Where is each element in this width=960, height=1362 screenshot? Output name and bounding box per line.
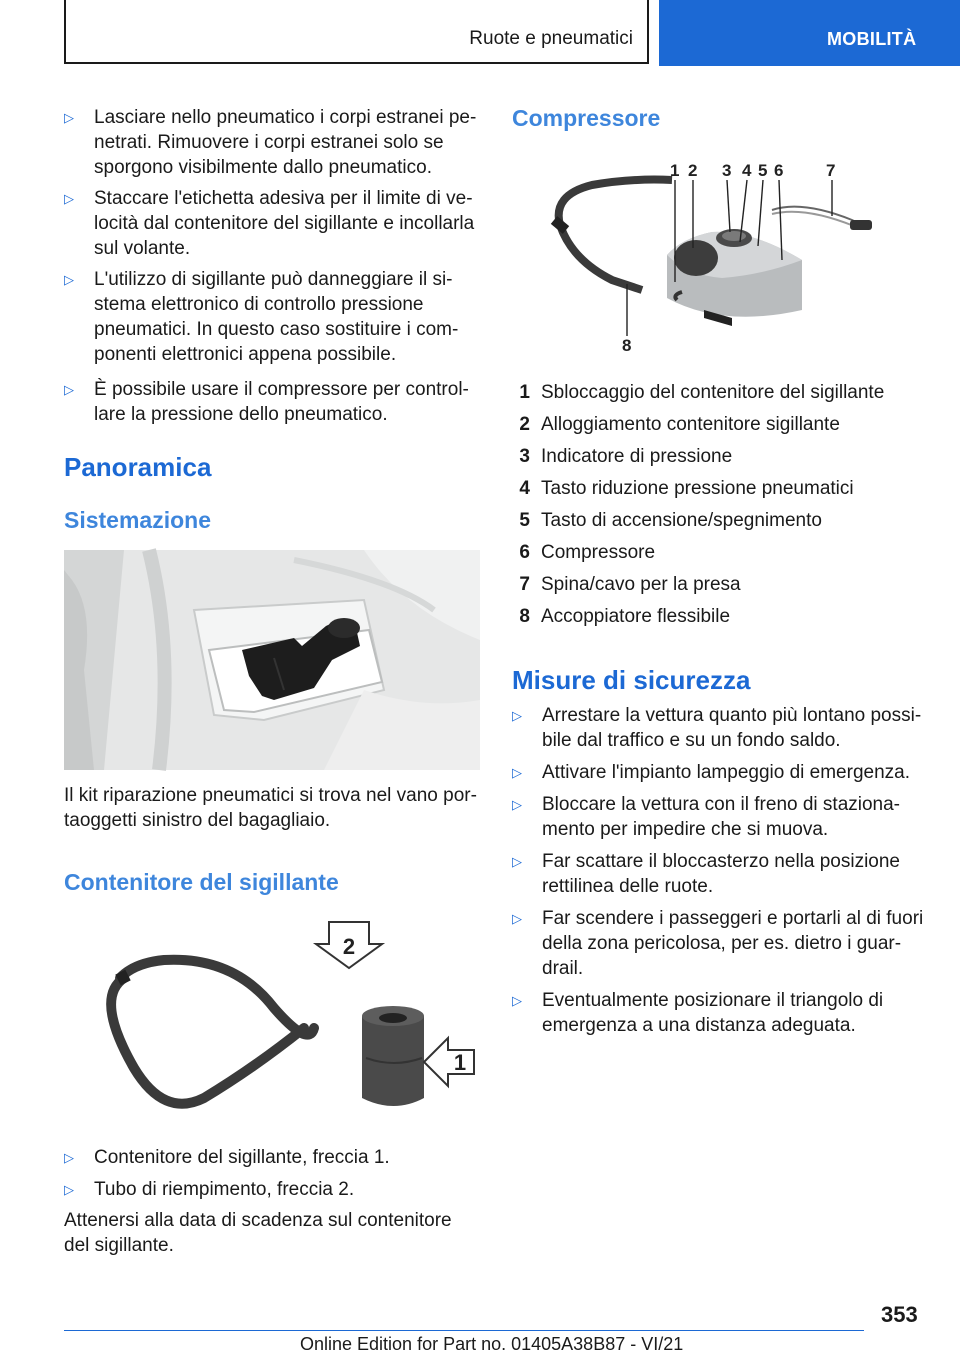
legend-text: Spina/cavo per la presa	[541, 574, 741, 595]
legend-text: Tasto di accensione/spegnimento	[541, 510, 822, 531]
bullet-item	[512, 760, 928, 785]
legend-number: 5	[519, 510, 530, 531]
legend-row	[512, 604, 928, 629]
bullet-text: Far scattare il bloccasterzo nella posizione rettilinea delle ruote.	[542, 851, 901, 897]
legend-row	[512, 540, 928, 565]
figure-label-2: 2	[342, 934, 356, 959]
triangle-right-icon: ▷	[64, 110, 74, 125]
compressor-label-2: 2	[688, 161, 698, 180]
legend-row	[512, 412, 928, 437]
bullet-text: Far scendere i passeggeri e portarli al di fuori della zona pericolosa, per es. dietro i guar- drail.	[542, 908, 924, 979]
triangle-right-icon: ▷	[64, 191, 74, 206]
chapter-tab-label: MOBILITÀ	[827, 29, 917, 49]
sealant-note: Attenersi alla data di scadenza sul contenitore del sigillante.	[64, 1210, 452, 1256]
legend-text: Indicatore di pressione	[541, 446, 733, 467]
bullet-item	[64, 1177, 480, 1202]
footer-divider	[64, 1330, 864, 1331]
bullet-item	[512, 906, 928, 981]
bullet-item	[512, 849, 928, 899]
bullet-text: Arrestare la vettura quanto più lontano possi- bile dal traffico e su un fondo saldo.	[542, 705, 922, 751]
bullet-text: Bloccare la vettura con il freno di staziona- mento per impedire che si muova.	[542, 794, 901, 840]
bullet-item	[64, 186, 480, 261]
legend-number: 3	[519, 446, 530, 467]
compressor-label-5: 5	[758, 161, 768, 180]
legend-number: 1	[519, 382, 530, 403]
bullet-item	[64, 267, 480, 367]
bullet-text: Staccare l'etichetta adesiva per il limite di ve- locità dal contenitore del sigillante e incollarla sul volante.	[94, 188, 475, 259]
triangle-right-icon: ▷	[512, 708, 522, 723]
bullet-text: L'utilizzo di sigillante può danneggiare il si- stema elettronico di controllo pressione pneumatici. In questo caso sostituire i com- ponenti elettronici appena possibile.	[94, 269, 459, 365]
compressor-label-8: 8	[622, 336, 632, 355]
compressor-figure	[532, 150, 872, 360]
compressor-label-4: 4	[742, 161, 752, 180]
edition-text: Online Edition for Part no. 01405A38B87 - VI/21	[300, 1334, 684, 1354]
triangle-right-icon: ▷	[512, 854, 522, 869]
bullet-item	[64, 377, 480, 427]
legend-number: 6	[519, 542, 530, 563]
header-section-box	[64, 0, 649, 64]
bullet-item	[512, 988, 928, 1038]
bullet-item	[512, 703, 928, 753]
triangle-right-icon: ▷	[512, 797, 522, 812]
legend-row	[512, 508, 928, 533]
compressor-label-3: 3	[722, 161, 732, 180]
figure-label-1: 1	[453, 1050, 467, 1075]
legend-row	[512, 572, 928, 597]
legend-number: 2	[519, 414, 530, 435]
heading-sealant-container: Contenitore del sigillante	[64, 869, 339, 895]
legend-text: Compressore	[541, 542, 656, 563]
bullet-item	[512, 792, 928, 842]
heading-safety: Misure di sicurezza	[512, 665, 751, 695]
chapter-tab[interactable]	[659, 0, 960, 66]
legend-row	[512, 444, 928, 469]
compressor-label-7: 7	[826, 161, 836, 180]
triangle-right-icon: ▷	[64, 1182, 74, 1197]
bullet-item	[64, 1145, 480, 1170]
trunk-compartment-photo	[64, 550, 480, 770]
bullet-text: Lasciare nello pneumatico i corpi estranei pe- netrati. Rimuovere i corpi estranei solo se sporgono visibilmente dallo pneumatico.	[94, 107, 477, 178]
legend-number: 8	[519, 606, 530, 627]
section-title: Ruote e pneumatici	[469, 28, 633, 49]
triangle-right-icon: ▷	[64, 1150, 74, 1165]
bullet-text: Attivare l'impianto lampeggio di emergenza.	[542, 762, 910, 783]
bullet-text: Tubo di riempimento, freccia 2.	[94, 1179, 355, 1200]
bullet-text: È possibile usare il compressore per control- lare la pressione dello pneumatico.	[94, 379, 469, 425]
legend-number: 4	[519, 478, 530, 499]
heading-overview: Panoramica	[64, 452, 212, 482]
compressor-label-1: 1	[670, 161, 680, 180]
heading-placement: Sistemazione	[64, 507, 211, 533]
triangle-right-icon: ▷	[64, 272, 74, 287]
bullet-text: Contenitore del sigillante, freccia 1.	[94, 1147, 390, 1168]
legend-row	[512, 476, 928, 501]
sealant-container-figure	[104, 918, 467, 1128]
legend-text: Sbloccaggio del contenitore del sigillante	[541, 382, 885, 403]
legend-text: Accoppiatore flessibile	[541, 606, 731, 627]
triangle-right-icon: ▷	[64, 382, 74, 397]
placement-text: Il kit riparazione pneumatici si trova nel vano por- taoggetti sinistro del bagagliaio.	[64, 785, 477, 831]
legend-text: Alloggiamento contenitore sigillante	[541, 414, 840, 435]
heading-compressor: Compressore	[512, 105, 661, 131]
triangle-right-icon: ▷	[512, 765, 522, 780]
legend-text: Tasto riduzione pressione pneumatici	[541, 478, 854, 499]
page-number: 353	[881, 1302, 918, 1327]
triangle-right-icon: ▷	[512, 911, 522, 926]
bullet-text: Eventualmente posizionare il triangolo di emergenza a una distanza adeguata.	[542, 990, 884, 1036]
legend-number: 7	[519, 574, 530, 595]
legend-row	[512, 380, 928, 405]
bullet-item	[64, 105, 480, 180]
compressor-label-6: 6	[774, 161, 784, 180]
triangle-right-icon: ▷	[512, 993, 522, 1008]
